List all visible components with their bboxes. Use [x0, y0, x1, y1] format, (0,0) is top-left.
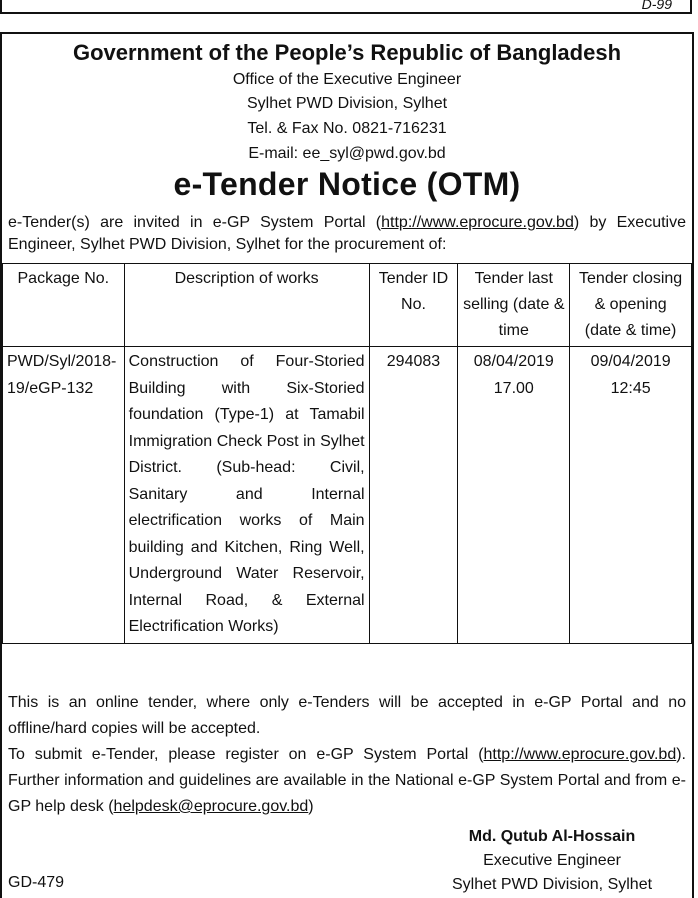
table-header-row — [3, 264, 692, 347]
last-selling-date: 08/04/2019 — [473, 353, 554, 370]
eprocure-link[interactable]: http://www.eprocure.gov.bd — [381, 214, 574, 231]
intro-text-2: ) by Executive — [573, 214, 687, 231]
online-tender-note: This is an online tender, where only e-Tenders will be accepted in e-GP Portal and no offline/hard copies will be accepted. — [8, 694, 686, 737]
closing-date: 09/04/2019 — [590, 353, 671, 370]
header-tender-id: Tender ID No. — [369, 264, 458, 347]
helpdesk-text: Further information and guidelines are available in the National e-GP System Portal and from e-GP help desk ( — [8, 772, 686, 815]
register-text: To submit e-Tender, please register on e-GP System Portal ( — [8, 746, 484, 763]
register-text-end: ). — [676, 746, 686, 763]
tel-fax: Tel. & Fax No. 0821-716231 — [247, 120, 447, 137]
helpdesk-text-end: ) — [308, 798, 314, 815]
signatory-office: Sylhet PWD Division, Sylhet — [451, 876, 653, 893]
division-name: Sylhet PWD Division, Sylhet — [246, 95, 448, 112]
helpdesk-email-link[interactable]: helpdesk@eprocure.gov.bd — [113, 798, 309, 815]
header-closing: Tender closing & opening (date & time) — [570, 264, 692, 347]
register-note — [8, 742, 686, 768]
signature-block — [442, 825, 662, 897]
gd-number: GD-479 — [8, 874, 65, 891]
signatory-name: Md. Qutub Al-Hossain — [468, 828, 636, 845]
tender-table — [2, 263, 692, 644]
email-line: E-mail: ee_syl@pwd.gov.bd — [248, 145, 446, 162]
tender-id: 294083 — [369, 347, 458, 644]
notice-frame — [0, 32, 694, 898]
intro-text-1: e-Tender(s) are invited in e-GP System Portal ( — [8, 214, 382, 231]
header-description: Description of works — [124, 264, 369, 347]
header-package: Package No. — [3, 264, 125, 347]
footer-text — [8, 690, 686, 820]
last-selling-time: 17.00 — [493, 379, 534, 397]
helpdesk-note — [8, 768, 686, 820]
signatory-designation: Executive Engineer — [483, 852, 621, 869]
government-title: Government of the People’s Republic of Bangladesh — [72, 40, 622, 65]
work-description: Construction of Four-Storied Building with Six-Storied foundation (Type-1) at Tamabil Immigration Check Post in Sylhet District. (Sub-head: Civil, Sanitary and Internal electrification works of Main building and Kitchen, Ring Well, Underground Water Reservoir, Internal Road, & External Electrification Works) — [124, 347, 369, 644]
table-row — [3, 347, 692, 644]
intro-text-3: Engineer, Sylhet PWD Division, Sylhet for the procurement of: — [8, 236, 447, 253]
intro-paragraph — [8, 212, 686, 256]
top-border-box — [0, 0, 692, 14]
package-number: PWD/Syl/2018-19/eGP-132 — [3, 347, 125, 644]
reference-code: D-99 — [641, 0, 672, 12]
last-selling-cell — [458, 347, 570, 644]
notice-title: e-Tender Notice (OTM) — [173, 166, 521, 202]
closing-time: 12:45 — [610, 379, 651, 397]
header-last-selling: Tender last selling (date & time — [458, 264, 570, 347]
eprocure-link-2[interactable]: http://www.eprocure.gov.bd — [483, 746, 677, 763]
office-name: Office of the Executive Engineer — [232, 71, 462, 88]
closing-cell — [570, 347, 692, 644]
